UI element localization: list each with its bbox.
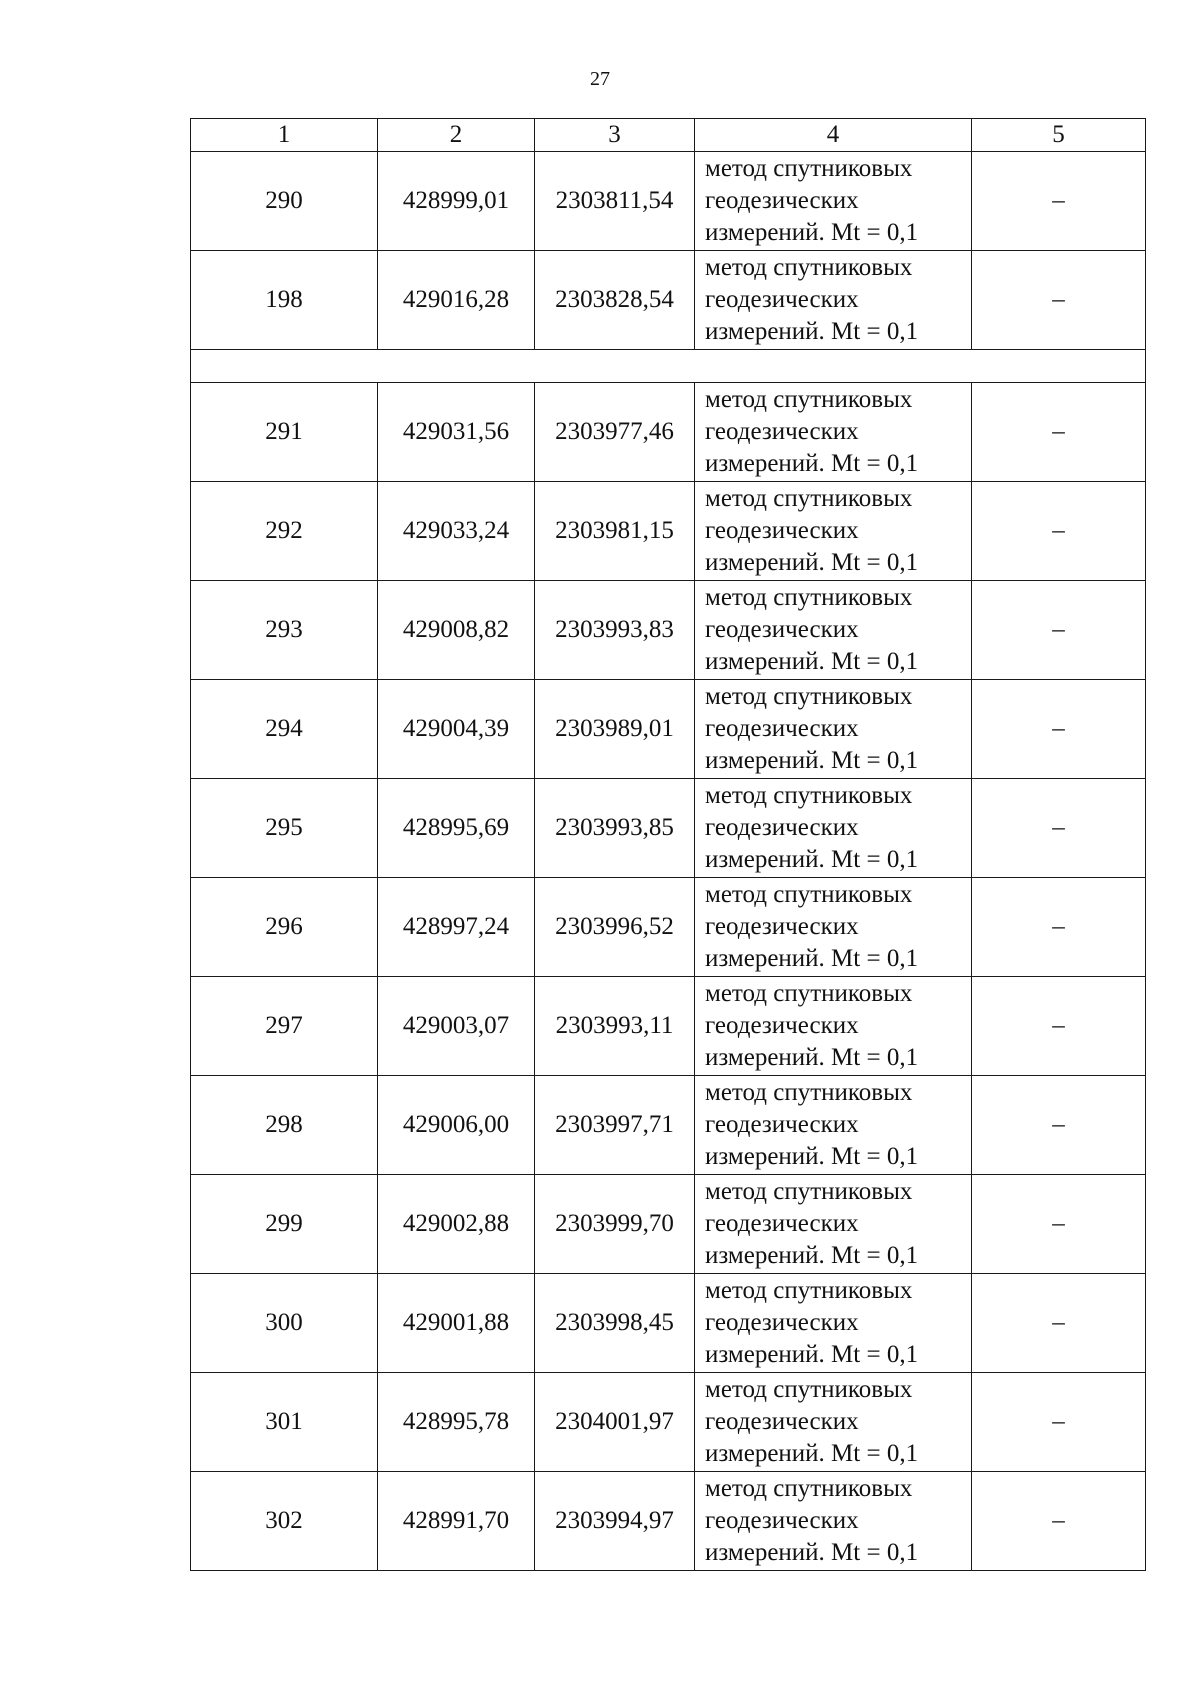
table-row — [191, 482, 1146, 581]
table-row — [191, 152, 1146, 251]
x-coordinate-cell: 429033,24 — [378, 482, 535, 581]
method-line: геодезических — [705, 418, 859, 445]
point-number-cell: 301 — [191, 1373, 378, 1472]
method-line: геодезических — [705, 616, 859, 643]
method-line: геодезических — [705, 187, 859, 214]
x-coordinate-cell: 429001,88 — [378, 1274, 535, 1373]
method-line: метод спутниковых — [705, 881, 913, 908]
x-coordinate-cell: 429002,88 — [378, 1175, 535, 1274]
method-line: измерений. Mt = 0,1 — [705, 846, 919, 873]
description-cell: – — [972, 251, 1146, 350]
column-header: 4 — [695, 119, 972, 152]
x-coordinate-cell: 428995,78 — [378, 1373, 535, 1472]
x-coordinate-cell: 429031,56 — [378, 383, 535, 482]
method-line: метод спутниковых — [705, 485, 913, 512]
point-number-cell: 290 — [191, 152, 378, 251]
method-line: геодезических — [705, 814, 859, 841]
table-row — [191, 977, 1146, 1076]
method-cell — [695, 1175, 972, 1274]
method-line: метод спутниковых — [705, 1079, 913, 1106]
page-number: 27 — [590, 68, 610, 90]
method-line: геодезических — [705, 1408, 859, 1435]
method-cell — [695, 1373, 972, 1472]
x-coordinate-cell: 428997,24 — [378, 878, 535, 977]
point-number-cell: 297 — [191, 977, 378, 1076]
method-line: измерений. Mt = 0,1 — [705, 747, 919, 774]
method-line: геодезических — [705, 1210, 859, 1237]
method-line: измерений. Mt = 0,1 — [705, 1440, 919, 1467]
description-cell: – — [972, 1274, 1146, 1373]
table-gap-cell — [191, 350, 1146, 383]
y-coordinate-cell: 2304001,97 — [535, 1373, 695, 1472]
x-coordinate-cell: 429008,82 — [378, 581, 535, 680]
point-number-cell: 292 — [191, 482, 378, 581]
description-cell: – — [972, 1175, 1146, 1274]
table-row — [191, 680, 1146, 779]
method-cell — [695, 251, 972, 350]
method-line: метод спутниковых — [705, 1178, 913, 1205]
table-row — [191, 1175, 1146, 1274]
method-cell — [695, 977, 972, 1076]
description-cell: – — [972, 779, 1146, 878]
description-cell: – — [972, 1472, 1146, 1571]
method-line: геодезических — [705, 715, 859, 742]
y-coordinate-cell: 2303999,70 — [535, 1175, 695, 1274]
x-coordinate-cell: 428999,01 — [378, 152, 535, 251]
description-cell: – — [972, 977, 1146, 1076]
method-line: метод спутниковых — [705, 155, 913, 182]
method-cell — [695, 383, 972, 482]
y-coordinate-cell: 2303993,11 — [535, 977, 695, 1076]
y-coordinate-cell: 2303981,15 — [535, 482, 695, 581]
x-coordinate-cell: 428991,70 — [378, 1472, 535, 1571]
method-cell — [695, 1076, 972, 1175]
point-number-cell: 293 — [191, 581, 378, 680]
table-row — [191, 1274, 1146, 1373]
x-coordinate-cell: 429003,07 — [378, 977, 535, 1076]
x-coordinate-cell: 429016,28 — [378, 251, 535, 350]
method-line: метод спутниковых — [705, 782, 913, 809]
column-header: 1 — [191, 119, 378, 152]
method-line: измерений. Mt = 0,1 — [705, 318, 919, 345]
point-number-cell: 299 — [191, 1175, 378, 1274]
method-line: измерений. Mt = 0,1 — [705, 219, 919, 246]
description-cell: – — [972, 383, 1146, 482]
table-row — [191, 581, 1146, 680]
table-row — [191, 1373, 1146, 1472]
method-line: метод спутниковых — [705, 386, 913, 413]
method-line: метод спутниковых — [705, 1475, 913, 1502]
method-cell — [695, 581, 972, 680]
y-coordinate-cell: 2303977,46 — [535, 383, 695, 482]
y-coordinate-cell: 2303996,52 — [535, 878, 695, 977]
method-cell — [695, 779, 972, 878]
x-coordinate-cell: 429006,00 — [378, 1076, 535, 1175]
point-number-cell: 198 — [191, 251, 378, 350]
method-line: метод спутниковых — [705, 254, 913, 281]
point-number-cell: 295 — [191, 779, 378, 878]
y-coordinate-cell: 2303811,54 — [535, 152, 695, 251]
point-number-cell: 298 — [191, 1076, 378, 1175]
point-number-cell: 291 — [191, 383, 378, 482]
method-cell — [695, 1472, 972, 1571]
method-cell — [695, 1274, 972, 1373]
method-line: измерений. Mt = 0,1 — [705, 1539, 919, 1566]
column-header: 2 — [378, 119, 535, 152]
method-line: измерений. Mt = 0,1 — [705, 648, 919, 675]
description-cell: – — [972, 878, 1146, 977]
method-line: метод спутниковых — [705, 1376, 913, 1403]
column-header: 3 — [535, 119, 695, 152]
method-line: метод спутниковых — [705, 584, 913, 611]
method-line: геодезических — [705, 286, 859, 313]
method-line: геодезических — [705, 1507, 859, 1534]
method-line: измерений. Mt = 0,1 — [705, 450, 919, 477]
method-line: метод спутниковых — [705, 980, 913, 1007]
method-cell — [695, 482, 972, 581]
method-cell — [695, 680, 972, 779]
method-line: геодезических — [705, 517, 859, 544]
y-coordinate-cell: 2303994,97 — [535, 1472, 695, 1571]
method-line: геодезических — [705, 1012, 859, 1039]
table-row — [191, 1076, 1146, 1175]
method-line: геодезических — [705, 913, 859, 940]
description-cell: – — [972, 581, 1146, 680]
table-row — [191, 878, 1146, 977]
y-coordinate-cell: 2303993,83 — [535, 581, 695, 680]
method-line: метод спутниковых — [705, 683, 913, 710]
method-line: измерений. Mt = 0,1 — [705, 945, 919, 972]
table-row — [191, 779, 1146, 878]
description-cell: – — [972, 680, 1146, 779]
method-line: метод спутниковых — [705, 1277, 913, 1304]
x-coordinate-cell: 429004,39 — [378, 680, 535, 779]
x-coordinate-cell: 428995,69 — [378, 779, 535, 878]
description-cell: – — [972, 1373, 1146, 1472]
coordinates-table — [190, 118, 1146, 1571]
y-coordinate-cell: 2303993,85 — [535, 779, 695, 878]
description-cell: – — [972, 1076, 1146, 1175]
description-cell: – — [972, 482, 1146, 581]
table-header-row — [191, 119, 1146, 152]
description-cell: – — [972, 152, 1146, 251]
method-cell — [695, 152, 972, 251]
method-line: измерений. Mt = 0,1 — [705, 549, 919, 576]
method-line: геодезических — [705, 1111, 859, 1138]
point-number-cell: 300 — [191, 1274, 378, 1373]
point-number-cell: 302 — [191, 1472, 378, 1571]
method-line: измерений. Mt = 0,1 — [705, 1341, 919, 1368]
table-gap-row — [191, 350, 1146, 383]
point-number-cell: 294 — [191, 680, 378, 779]
y-coordinate-cell: 2303989,01 — [535, 680, 695, 779]
y-coordinate-cell: 2303828,54 — [535, 251, 695, 350]
table-row — [191, 383, 1146, 482]
method-line: измерений. Mt = 0,1 — [705, 1242, 919, 1269]
y-coordinate-cell: 2303997,71 — [535, 1076, 695, 1175]
method-line: измерений. Mt = 0,1 — [705, 1044, 919, 1071]
method-line: измерений. Mt = 0,1 — [705, 1143, 919, 1170]
table-row — [191, 251, 1146, 350]
table-row — [191, 1472, 1146, 1571]
method-cell — [695, 878, 972, 977]
y-coordinate-cell: 2303998,45 — [535, 1274, 695, 1373]
point-number-cell: 296 — [191, 878, 378, 977]
column-header: 5 — [972, 119, 1146, 152]
method-line: геодезических — [705, 1309, 859, 1336]
